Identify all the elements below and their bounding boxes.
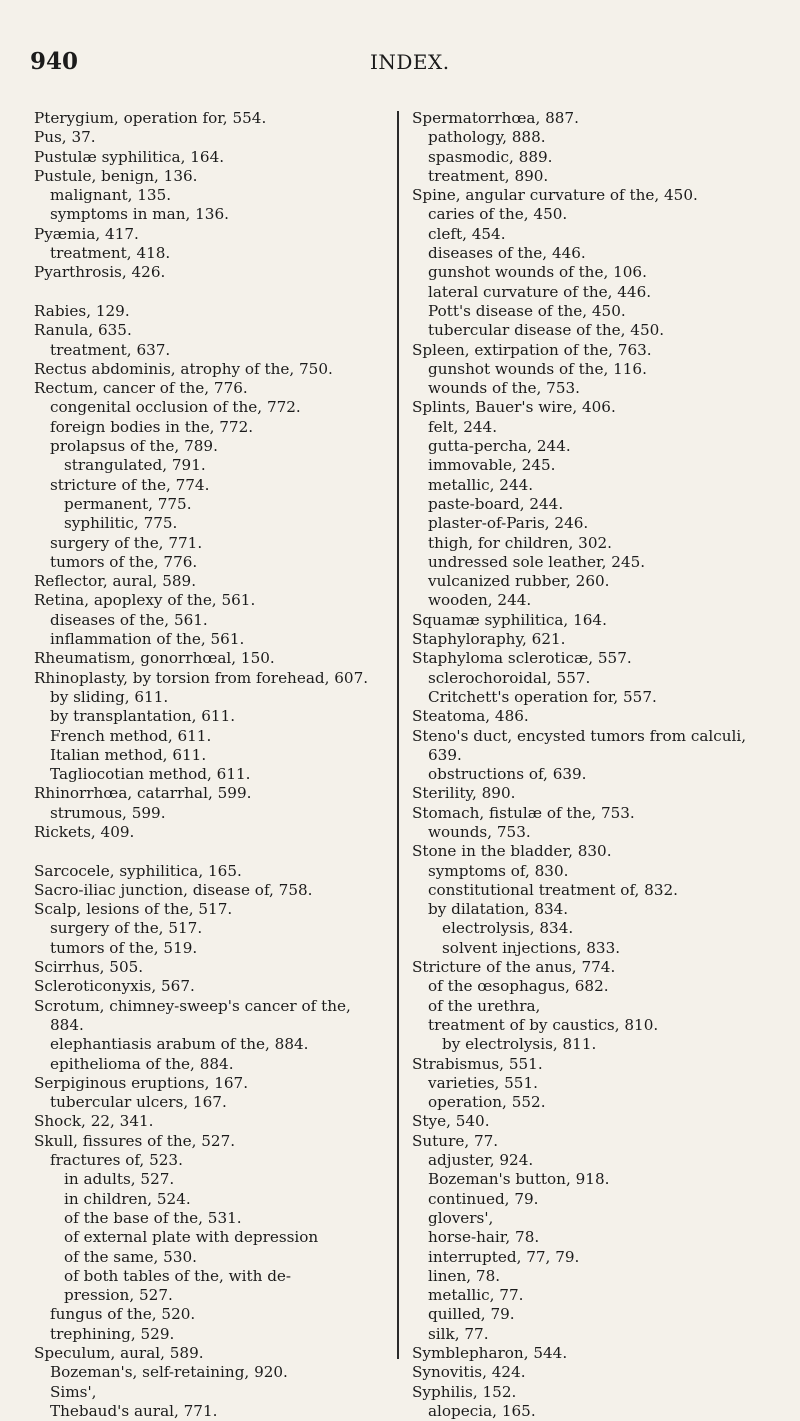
index-subentry: by dilatation, 834.: [428, 900, 569, 919]
index-entry: Syphilis, 152.: [412, 1382, 517, 1401]
index-subentry: of the urethra,: [428, 996, 541, 1015]
index-entry: Rheumatism, gonorrhœal, 150.: [34, 649, 275, 668]
page-number: 940: [30, 48, 79, 75]
index-subentry: lateral curvature of the, 446.: [428, 282, 652, 301]
index-subentry: operation, 552.: [428, 1093, 546, 1112]
index-entry: Skull, fissures of the, 527.: [34, 1131, 236, 1150]
index-subentry: glovers',: [428, 1208, 494, 1227]
index-subentry: of the base of the, 531.: [64, 1208, 242, 1227]
index-subentry: electrolysis, 834.: [442, 919, 574, 938]
index-subentry: wooden, 244.: [428, 591, 532, 610]
index-subentry: constitutional treatment of, 832.: [428, 880, 679, 899]
index-subentry: spasmodic, 889.: [428, 147, 553, 166]
index-subentry: epithelioma of the, 884.: [50, 1054, 234, 1073]
index-subentry: of external plate with depression: [64, 1228, 319, 1247]
index-entry: Squamæ syphilitica, 164.: [412, 610, 607, 629]
index-entry: Spleen, extirpation of the, 763.: [412, 340, 652, 359]
index-subentry: alopecia, 165.: [428, 1401, 536, 1420]
index-subentry: in children, 524.: [64, 1189, 191, 1208]
index-entry: Sacro-iliac junction, disease of, 758.: [34, 880, 313, 899]
index-subentry: Critchett's operation for, 557.: [428, 687, 657, 706]
index-entry: Staphyloma scleroticæ, 557.: [412, 649, 632, 668]
index-subentry: treatment of by caustics, 810.: [428, 1015, 659, 1034]
index-subentry: fractures of, 523.: [50, 1151, 183, 1170]
index-subentry: diseases of the, 561.: [50, 610, 208, 629]
index-subentry: Sims',: [50, 1382, 97, 1401]
index-entry: Pustulæ syphilitica, 164.: [34, 147, 225, 166]
section-gap: [34, 283, 394, 302]
index-subentry: gutta-percha, 244.: [428, 437, 571, 456]
index-subentry: Pott's disease of the, 450.: [428, 301, 626, 320]
index-subentry: symptoms of, 830.: [428, 861, 569, 880]
index-subentry: tumors of the, 519.: [50, 938, 198, 957]
index-subentry: elephantiasis arabum of the, 884.: [50, 1035, 309, 1054]
index-subentry: Italian method, 611.: [50, 745, 207, 764]
index-entry: Stomach, fistulæ of the, 753.: [412, 803, 635, 822]
index-entry: Rhinoplasty, by torsion from forehead, 607.: [34, 668, 369, 687]
index-entry: Suture, 77.: [412, 1131, 499, 1150]
index-subentry: Tagliocotian method, 611.: [50, 765, 251, 784]
index-entry: Spine, angular curvature of the, 450.: [412, 186, 698, 205]
index-subentry: fungus of the, 520.: [50, 1305, 196, 1324]
index-subentry: continued, 79.: [428, 1189, 539, 1208]
page-header: [30, 48, 770, 88]
index-subentry: metallic, 244.: [428, 475, 534, 494]
index-entry: Scirrhus, 505.: [34, 958, 144, 977]
index-subentry: malignant, 135.: [50, 186, 172, 205]
index-subentry: plaster-of-Paris, 246.: [428, 514, 589, 533]
index-column-right: [412, 109, 784, 1421]
index-subentry: permanent, 775.: [64, 494, 192, 513]
index-entry: Sterility, 890.: [412, 784, 516, 803]
index-subentry: stricture of the, 774.: [50, 475, 210, 494]
index-subentry: solvent injections, 833.: [442, 938, 621, 957]
index-subentry: quilled, 79.: [428, 1305, 515, 1324]
index-subentry: by sliding, 611.: [50, 687, 169, 706]
index-subentry: immovable, 245.: [428, 456, 556, 475]
index-subentry: interrupted, 77, 79.: [428, 1247, 580, 1266]
index-subentry: thigh, for children, 302.: [428, 533, 612, 552]
index-subentry: pression, 527.: [64, 1286, 173, 1305]
index-subentry: inflammation of the, 561.: [50, 630, 245, 649]
index-subentry: of the œsophagus, 682.: [428, 977, 609, 996]
index-subentry: gunshot wounds of the, 106.: [428, 263, 647, 282]
index-entry: Rectum, cancer of the, 776.: [34, 379, 248, 398]
index-subentry: surgery of the, 771.: [50, 533, 203, 552]
index-subentry: of the same, 530.: [64, 1247, 198, 1266]
index-subentry: undressed sole leather, 245.: [428, 552, 646, 571]
index-entry: Synovitis, 424.: [412, 1363, 526, 1382]
index-subentry: congenital occlusion of the, 772.: [50, 398, 301, 417]
index-subentry: Bozeman's button, 918.: [428, 1170, 610, 1189]
index-entry: Stone in the bladder, 830.: [412, 842, 612, 861]
index-subentry: 884.: [50, 1015, 84, 1034]
index-subentry: syphilitic, 775.: [64, 514, 178, 533]
index-subentry: in adults, 527.: [64, 1170, 175, 1189]
index-subentry: horse-hair, 78.: [428, 1228, 540, 1247]
index-entry: Rectus abdominis, atrophy of the, 750.: [34, 359, 333, 378]
index-subentry: adjuster, 924.: [428, 1151, 534, 1170]
index-subentry: wounds, 753.: [428, 822, 531, 841]
index-subentry: sclerochoroidal, 557.: [428, 668, 591, 687]
index-entry: Rabies, 129.: [34, 301, 130, 320]
index-subentry: Bozeman's, self-retaining, 920.: [50, 1363, 288, 1382]
index-entry: Pyarthrosis, 426.: [34, 263, 166, 282]
index-subentry: treatment, 637.: [50, 340, 171, 359]
index-subentry: foreign bodies in the, 772.: [50, 417, 254, 436]
index-entry: Pterygium, operation for, 554.: [34, 109, 267, 127]
index-subentry: by electrolysis, 811.: [442, 1035, 597, 1054]
index-entry: Scalp, lesions of the, 517.: [34, 900, 233, 919]
index-entry: Ranula, 635.: [34, 321, 132, 340]
index-subentry: cleft, 454.: [428, 224, 506, 243]
index-entry: Symblepharon, 544.: [412, 1344, 568, 1362]
index-entry: Scrotum, chimney-sweep's cancer of the,: [34, 996, 351, 1015]
index-entry: Shock, 22, 341.: [34, 1112, 154, 1131]
index-subentry: treatment, 418.: [50, 244, 171, 263]
index-subentry: paste-board, 244.: [428, 494, 564, 513]
index-entry: Steatoma, 486.: [412, 707, 529, 726]
index-subentry: pathology, 888.: [428, 128, 546, 147]
index-entry: Scleroticonyxis, 567.: [34, 977, 195, 996]
index-subentry: of both tables of the, with de-: [64, 1266, 292, 1285]
index-subentry: tumors of the, 776.: [50, 552, 198, 571]
index-subentry: trephining, 529.: [50, 1324, 175, 1343]
index-entry: Speculum, aural, 589.: [34, 1344, 204, 1362]
index-entry: Sarcocele, syphilitica, 165.: [34, 861, 242, 880]
index-subentry: strumous, 599.: [50, 803, 166, 822]
index-subentry: caries of the, 450.: [428, 205, 568, 224]
index-entry: Pustule, benign, 136.: [34, 166, 198, 185]
index-subentry: vulcanized rubber, 260.: [428, 572, 610, 591]
column-divider: [397, 111, 399, 1359]
index-subentry: metallic, 77.: [428, 1286, 524, 1305]
index-subentry: diseases of the, 446.: [428, 244, 586, 263]
index-entry: Strabismus, 551.: [412, 1054, 543, 1073]
index-entry: Rhinorrhœa, catarrhal, 599.: [34, 784, 252, 803]
index-subentry: strangulated, 791.: [64, 456, 206, 475]
index-subentry: varieties, 551.: [428, 1073, 538, 1092]
index-subentry: wounds of the, 753.: [428, 379, 580, 398]
index-subentry: Thebaud's aural, 771.: [50, 1401, 218, 1420]
index-subentry: treatment, 890.: [428, 166, 549, 185]
index-subentry: 639.: [428, 745, 462, 764]
index-subentry: gunshot wounds of the, 116.: [428, 359, 647, 378]
index-entry: Retina, apoplexy of the, 561.: [34, 591, 256, 610]
index-entry: Pyæmia, 417.: [34, 224, 139, 243]
index-subentry: tubercular disease of the, 450.: [428, 321, 665, 340]
index-subentry: French method, 611.: [50, 726, 212, 745]
index-entry: Rickets, 409.: [34, 822, 135, 841]
index-entry: Spermatorrhœa, 887.: [412, 109, 579, 127]
index-entry: Reflector, aural, 589.: [34, 572, 197, 591]
index-subentry: tubercular ulcers, 167.: [50, 1093, 227, 1112]
index-entry: Steno's duct, encysted tumors from calculi,: [412, 726, 747, 745]
index-subentry: symptoms in man, 136.: [50, 205, 229, 224]
running-head: INDEX.: [370, 50, 450, 74]
index-entry: Splints, Bauer's wire, 406.: [412, 398, 616, 417]
index-entry: Staphyloraphy, 621.: [412, 630, 566, 649]
section-gap: [34, 842, 394, 861]
index-subentry: felt, 244.: [428, 417, 498, 436]
index-column-left: [34, 109, 394, 1421]
index-entry: Pus, 37.: [34, 128, 96, 147]
index-entry: Stricture of the anus, 774.: [412, 958, 616, 977]
index-subentry: linen, 78.: [428, 1266, 501, 1285]
index-entry: Serpiginous eruptions, 167.: [34, 1073, 249, 1092]
index-subentry: obstructions of, 639.: [428, 765, 587, 784]
index-subentry: prolapsus of the, 789.: [50, 437, 218, 456]
index-subentry: by transplantation, 611.: [50, 707, 236, 726]
index-subentry: surgery of the, 517.: [50, 919, 203, 938]
index-subentry: silk, 77.: [428, 1324, 489, 1343]
index-entry: Stye, 540.: [412, 1112, 490, 1131]
